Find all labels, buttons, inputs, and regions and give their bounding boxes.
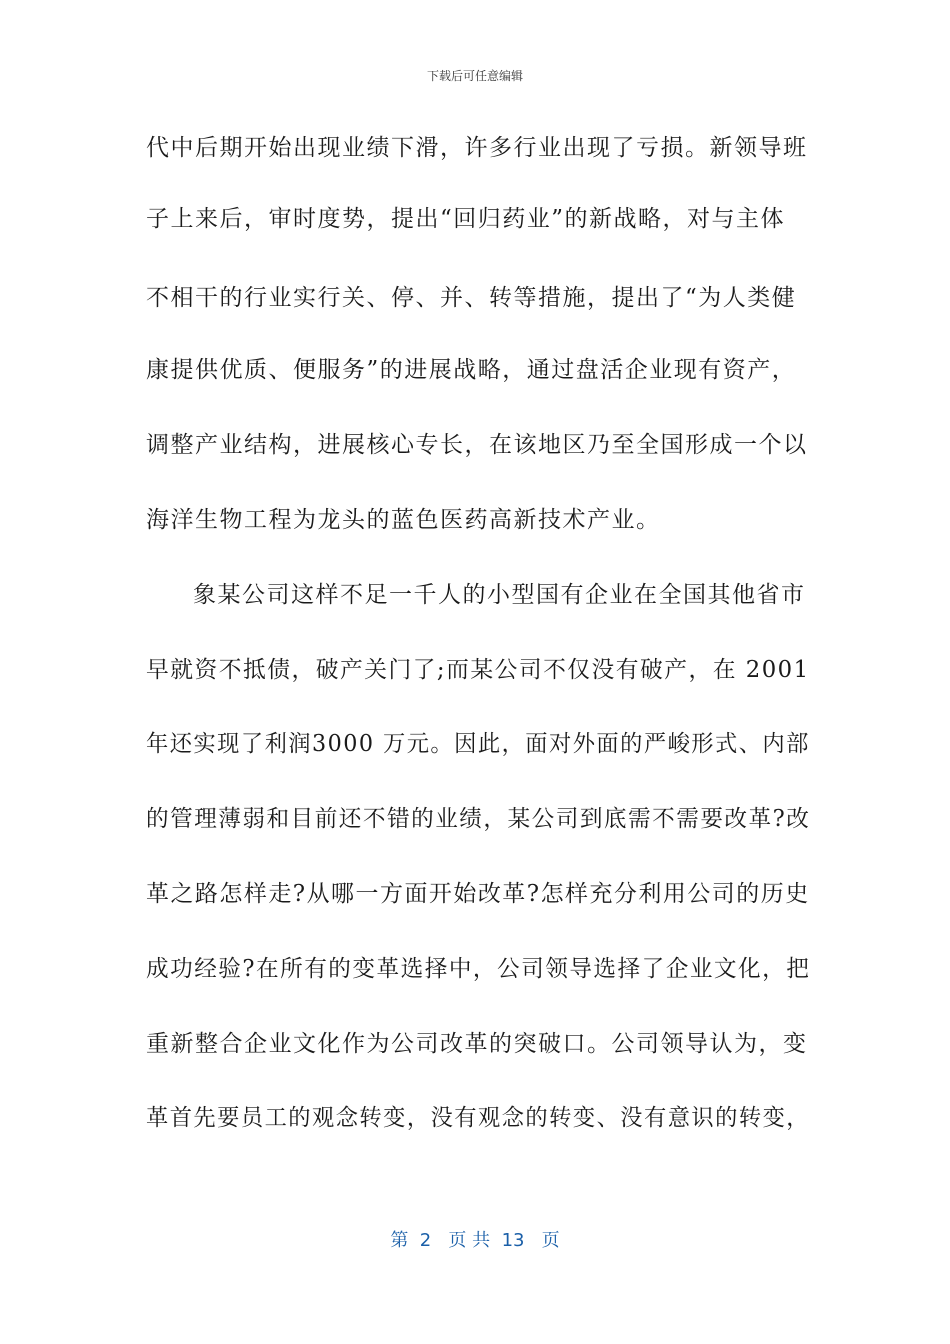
text-line: 革之路怎样走?从哪一方面开始改革?怎样充分利用公司的历史 <box>146 881 810 907</box>
text-line: 的管理薄弱和目前还不错的业绩，某公司到底需不需要改革?改 <box>146 806 811 832</box>
text-line: 成功经验?在所有的变革选择中，公司领导选择了企业文化，把 <box>146 956 811 982</box>
text-line: 革首先要员工的观念转变，没有观念的转变、没有意识的转变， <box>146 1105 810 1131</box>
text-line: 调整产业结构，进展核心专长，在该地区乃至全国形成一个以 <box>146 432 808 458</box>
page-number-footer: 第 2 页 共 13 页 <box>390 1230 560 1251</box>
text-line: 早就资不抵债，破产关门了;而某公司不仅没有破产，在 2001 <box>146 657 810 683</box>
text-line: 代中后期开始出现业绩下滑，许多行业出现了亏损。新领导班 <box>146 135 808 161</box>
text-line: 子上来后，审时度势，提出“回归药业”的新战略，对与主体 <box>146 206 786 232</box>
text-line: 海洋生物工程为龙头的蓝色医药高新技术产业。 <box>146 507 661 533</box>
text-line: 象某公司这样不足一千人的小型国有企业在全国其他省市 <box>193 582 806 608</box>
page-header: 下载后可任意编辑 <box>426 69 523 83</box>
text-line: 重新整合企业文化作为公司改革的突破口。公司领导认为，变 <box>146 1031 808 1057</box>
text-line: 康提供优质、便服务”的进展战略，通过盘活企业现有资产， <box>146 357 797 383</box>
text-line: 年还实现了利润3000 万元。因此，面对外面的严峻形式、内部 <box>146 731 810 757</box>
text-line: 不相干的行业实行关、停、并、转等措施，提出了“为人类健 <box>146 285 797 311</box>
